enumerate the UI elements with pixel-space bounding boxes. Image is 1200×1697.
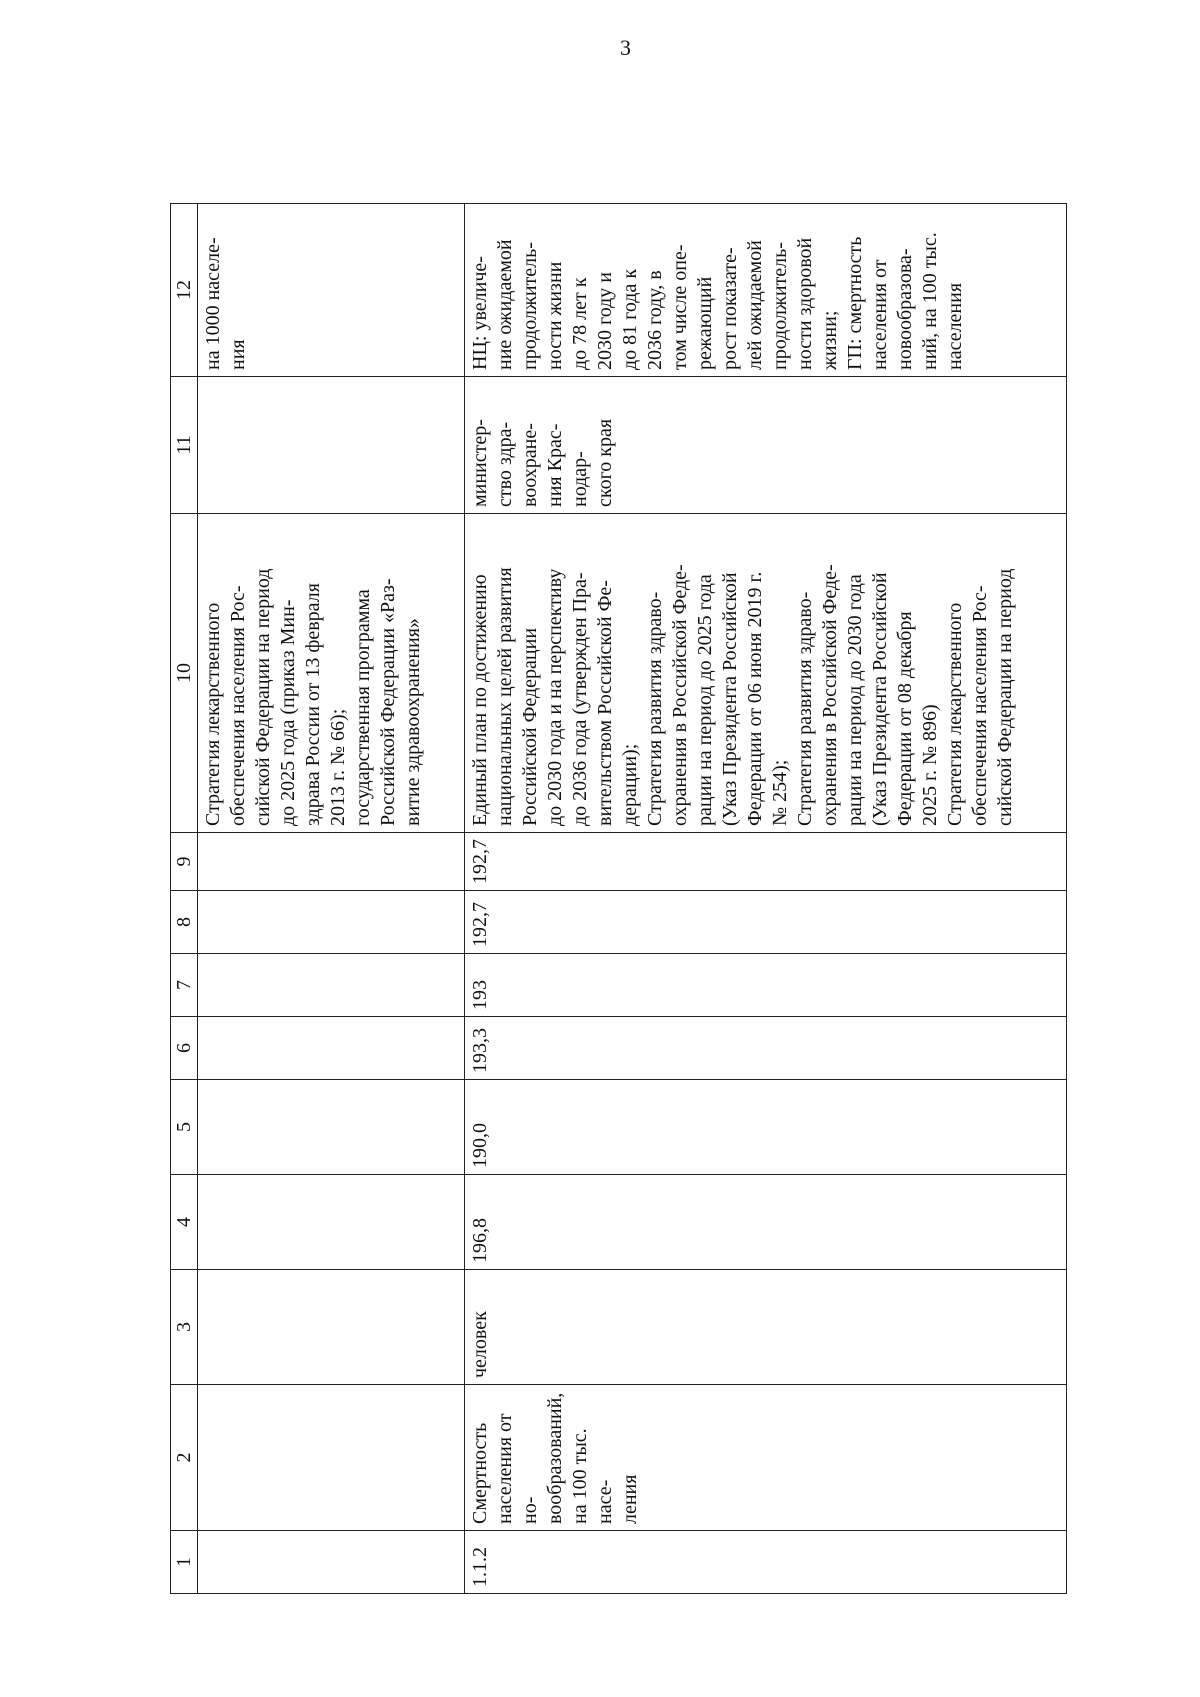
col-header: 2 xyxy=(171,1385,198,1531)
table-cell xyxy=(198,1270,465,1385)
table-cell-value: 192,7 xyxy=(465,833,1067,891)
col-header: 8 xyxy=(171,891,198,954)
col-header: 3 xyxy=(171,1270,198,1385)
table-cell xyxy=(198,1531,465,1594)
table-cell-legal-basis: Единый план по достижению национальных целей развития Российской Федерации до 2030 года и на перспективу до 2036 года (утвержден Пра- вительством Российской Фе- дерации); Стратегия развития здраво- охранения в Российской Феде- рации на период до 2025 года (Указ Президента Российской Федерации от 06 июня 2019 г. № 254); Стратегия развития здраво- охранения в Российской Феде- рации на период до 2030 года (Указ Президента Российской Федерации от 08 декабря 2025 г. № 896) Стратегия лекарственного обеспечения населения Рос- сийской Федерации на период xyxy=(465,514,1067,833)
header-row xyxy=(171,204,198,1594)
col-header: 5 xyxy=(171,1080,198,1175)
table-cell-goal: НЦ: увеличе- ние ожидаемой продолжитель- ности жизни до 78 лет к 2030 году и до 81 года к 2036 году, в том числе опе- режающий рост показате- лей ожидаемой продолжитель- ности здоровой жизни; ГП: смертность населения от новообразова- ний, на 100 тыс. населения xyxy=(465,204,1067,377)
col-header: 1 xyxy=(171,1531,198,1594)
col-header: 12 xyxy=(171,204,198,377)
table-cell xyxy=(198,1385,465,1531)
col-header: 11 xyxy=(171,377,198,514)
table-row-1-1-2 xyxy=(465,204,1067,1594)
table-cell-value: 190,0 xyxy=(465,1080,1067,1175)
table-cell-goal: на 1000 населе- ния xyxy=(198,204,465,377)
table-cell-value: 193,3 xyxy=(465,1017,1067,1080)
table-cell-number: 1.1.2 xyxy=(465,1531,1067,1594)
table-cell-legal-basis: Стратегия лекарственного обеспечения населения Рос- сийской Федерации на период до 2025 года (приказ Мин- здрава России от 13 февраля 2013 г. № 66); государственная программа Российской Федерации «Раз- витие здравоохранения» xyxy=(198,514,465,833)
col-header: 6 xyxy=(171,1017,198,1080)
table-cell-unit: человек xyxy=(465,1270,1067,1385)
table-cell xyxy=(198,377,465,514)
table-cell xyxy=(198,833,465,891)
col-header: 4 xyxy=(171,1175,198,1270)
table-cell-value: 193 xyxy=(465,954,1067,1017)
rotated-table-container xyxy=(170,204,1100,1594)
table-cell-indicator: Смертность населения от но- вообразований, на 100 тыс. насе- ления xyxy=(465,1385,1067,1531)
table-cell-value: 192,7 xyxy=(465,891,1067,954)
table-cell xyxy=(198,1017,465,1080)
indicators-table xyxy=(170,203,1067,1594)
table-cell xyxy=(198,1175,465,1270)
table-cell xyxy=(198,1080,465,1175)
table-row-continuation xyxy=(198,204,465,1594)
page-number: 3 xyxy=(620,35,631,60)
table-cell-value: 196,8 xyxy=(465,1175,1067,1270)
table-cell xyxy=(198,891,465,954)
col-header: 9 xyxy=(171,833,198,891)
table-cell xyxy=(198,954,465,1017)
table-cell-responsible: министер- ство здра- воохране- ния Крас- нодар- ского края xyxy=(465,377,1067,514)
col-header: 7 xyxy=(171,954,198,1017)
col-header: 10 xyxy=(171,514,198,833)
